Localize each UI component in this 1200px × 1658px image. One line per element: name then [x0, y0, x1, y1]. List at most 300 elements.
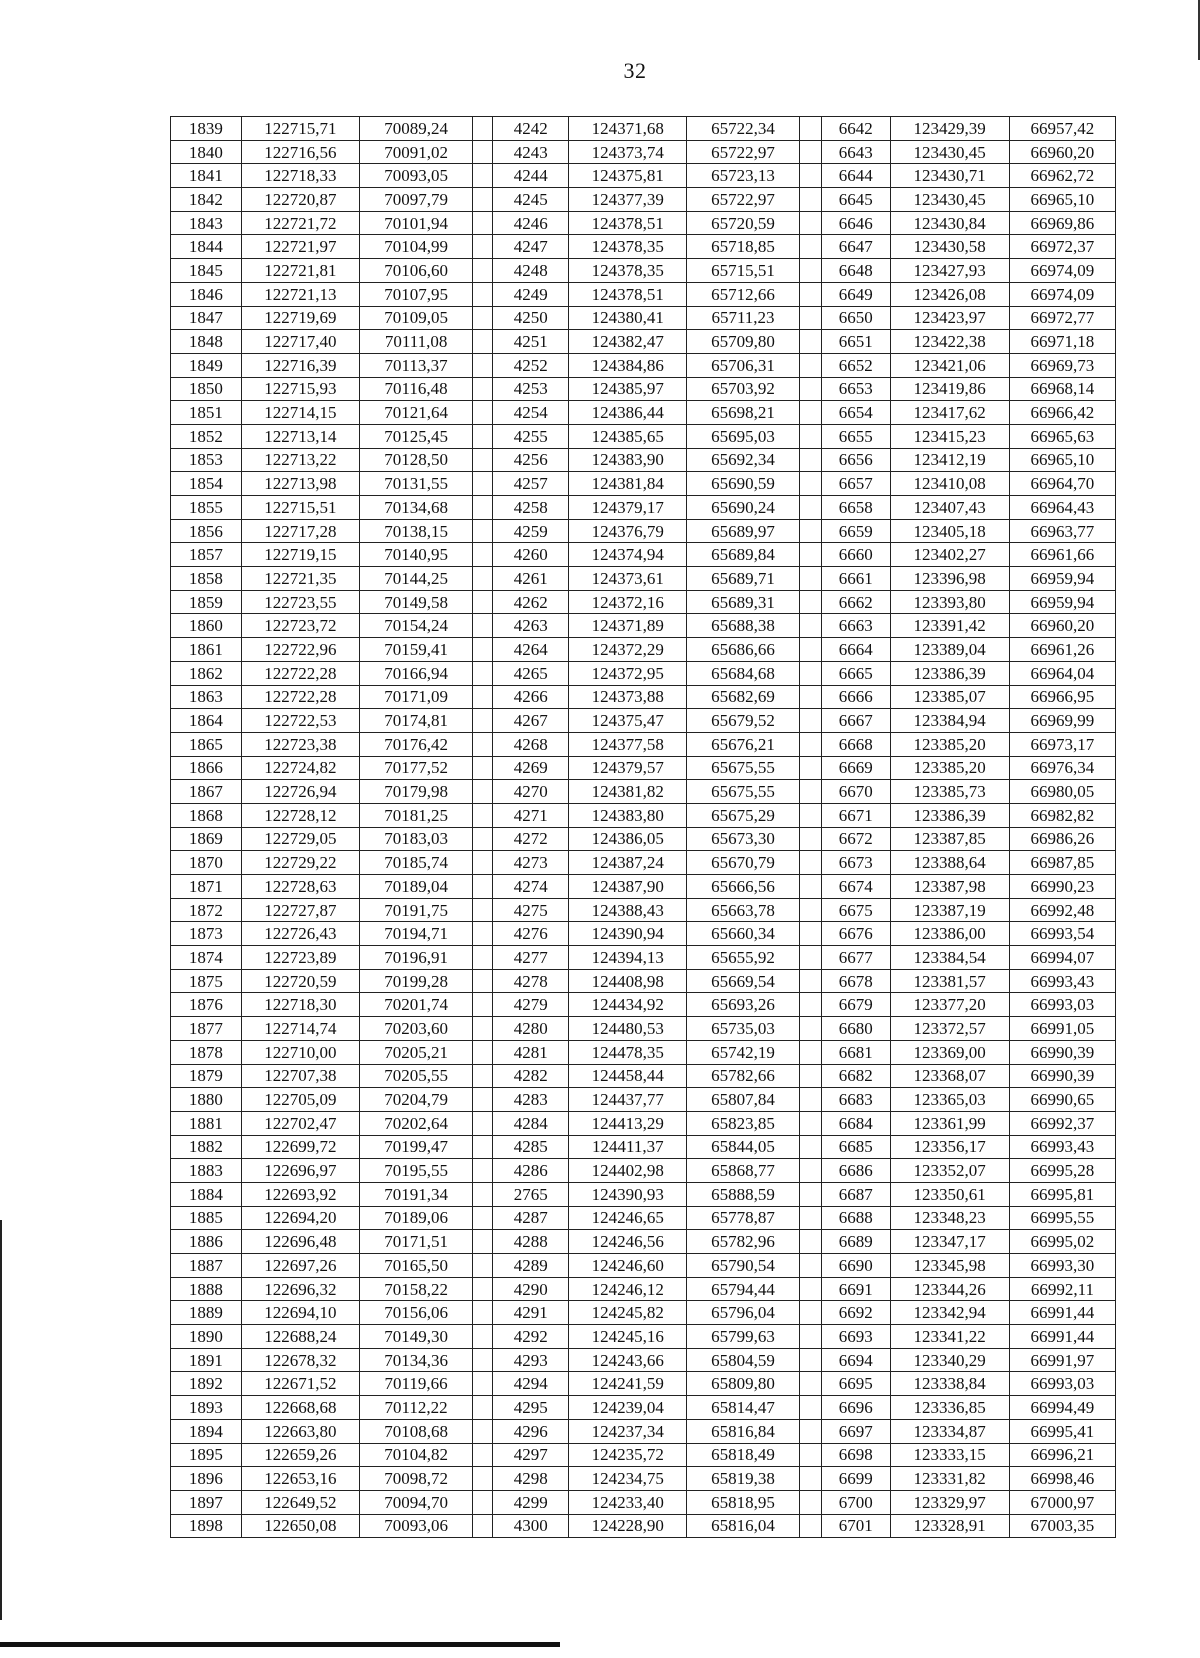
group-1-point-number-cell: 1879	[171, 1064, 242, 1088]
group-2-point-number-cell: 4299	[493, 1490, 569, 1514]
group-2-y-coordinate-cell: 65655,92	[687, 946, 799, 970]
group-3-x-coordinate-cell: 123328,91	[890, 1514, 1009, 1538]
group-3-y-coordinate-cell: 66974,09	[1009, 259, 1115, 283]
table-row	[171, 1088, 1116, 1112]
group-1-y-coordinate-cell: 70171,09	[359, 685, 472, 709]
group-1-x-coordinate-cell: 122715,71	[241, 117, 359, 141]
group-2-y-coordinate-cell: 65804,59	[687, 1348, 799, 1372]
group-1-x-coordinate-cell: 122722,28	[241, 661, 359, 685]
group-2-y-coordinate-cell: 65718,85	[687, 235, 799, 259]
group-1-point-number-cell: 1877	[171, 1017, 242, 1041]
group-1-y-coordinate-cell: 70093,06	[359, 1514, 472, 1538]
separator-cell	[799, 1348, 821, 1372]
group-2-point-number-cell: 4260	[493, 543, 569, 567]
group-2-y-coordinate-cell: 65689,31	[687, 590, 799, 614]
group-3-y-coordinate-cell: 66993,03	[1009, 993, 1115, 1017]
group-1-x-coordinate-cell: 122707,38	[241, 1064, 359, 1088]
group-3-y-coordinate-cell: 66992,37	[1009, 1111, 1115, 1135]
group-1-point-number-cell: 1863	[171, 685, 242, 709]
group-2-point-number-cell: 4263	[493, 614, 569, 638]
separator-cell	[799, 1467, 821, 1491]
separator-cell	[473, 638, 493, 662]
separator-cell	[473, 164, 493, 188]
group-1-y-coordinate-cell: 70097,79	[359, 188, 472, 212]
page-number: 32	[623, 58, 647, 83]
separator-cell	[799, 1017, 821, 1041]
group-1-y-coordinate-cell: 70181,25	[359, 803, 472, 827]
group-2-y-coordinate-cell: 65722,97	[687, 188, 799, 212]
group-2-y-coordinate-cell: 65666,56	[687, 875, 799, 899]
group-3-y-coordinate-cell: 66966,42	[1009, 401, 1115, 425]
group-3-point-number-cell: 6656	[821, 448, 890, 472]
group-2-y-coordinate-cell: 65712,66	[687, 282, 799, 306]
group-1-y-coordinate-cell: 70149,58	[359, 590, 472, 614]
group-2-point-number-cell: 4300	[493, 1514, 569, 1538]
group-1-point-number-cell: 1851	[171, 401, 242, 425]
group-3-point-number-cell: 6667	[821, 709, 890, 733]
group-2-point-number-cell: 4251	[493, 330, 569, 354]
group-1-x-coordinate-cell: 122722,28	[241, 685, 359, 709]
separator-cell	[799, 1254, 821, 1278]
group-2-y-coordinate-cell: 65675,55	[687, 780, 799, 804]
table-row	[171, 638, 1116, 662]
group-2-x-coordinate-cell: 124378,35	[569, 259, 687, 283]
group-3-point-number-cell: 6679	[821, 993, 890, 1017]
group-1-point-number-cell: 1873	[171, 922, 242, 946]
group-2-y-coordinate-cell: 65819,38	[687, 1467, 799, 1491]
group-1-point-number-cell: 1862	[171, 661, 242, 685]
group-1-point-number-cell: 1845	[171, 259, 242, 283]
group-3-x-coordinate-cell: 123385,73	[890, 780, 1009, 804]
group-1-x-coordinate-cell: 122678,32	[241, 1348, 359, 1372]
group-2-point-number-cell: 4249	[493, 282, 569, 306]
group-2-y-coordinate-cell: 65844,05	[687, 1135, 799, 1159]
group-3-point-number-cell: 6699	[821, 1467, 890, 1491]
group-3-point-number-cell: 6651	[821, 330, 890, 354]
group-1-point-number-cell: 1867	[171, 780, 242, 804]
separator-cell	[473, 1088, 493, 1112]
group-3-x-coordinate-cell: 123334,87	[890, 1419, 1009, 1443]
group-1-y-coordinate-cell: 70165,50	[359, 1254, 472, 1278]
group-1-y-coordinate-cell: 70113,37	[359, 353, 472, 377]
group-3-x-coordinate-cell: 123388,64	[890, 851, 1009, 875]
group-2-y-coordinate-cell: 65675,55	[687, 756, 799, 780]
group-2-point-number-cell: 4298	[493, 1467, 569, 1491]
table-row	[171, 117, 1116, 141]
group-2-x-coordinate-cell: 124437,77	[569, 1088, 687, 1112]
separator-cell	[473, 780, 493, 804]
group-3-y-coordinate-cell: 66990,39	[1009, 1040, 1115, 1064]
group-2-y-coordinate-cell: 65782,66	[687, 1064, 799, 1088]
group-3-y-coordinate-cell: 66990,39	[1009, 1064, 1115, 1088]
group-2-point-number-cell: 4262	[493, 590, 569, 614]
group-2-y-coordinate-cell: 65814,47	[687, 1396, 799, 1420]
group-1-x-coordinate-cell: 122729,05	[241, 827, 359, 851]
group-2-point-number-cell: 2765	[493, 1182, 569, 1206]
group-2-y-coordinate-cell: 65868,77	[687, 1159, 799, 1183]
group-2-point-number-cell: 4294	[493, 1372, 569, 1396]
separator-cell	[799, 1182, 821, 1206]
group-3-point-number-cell: 6701	[821, 1514, 890, 1538]
separator-cell	[473, 211, 493, 235]
table-row	[171, 1396, 1116, 1420]
group-3-point-number-cell: 6687	[821, 1182, 890, 1206]
group-3-x-coordinate-cell: 123386,39	[890, 661, 1009, 685]
separator-cell	[473, 330, 493, 354]
group-3-point-number-cell: 6689	[821, 1230, 890, 1254]
group-1-x-coordinate-cell: 122727,87	[241, 898, 359, 922]
group-3-x-coordinate-cell: 123415,23	[890, 424, 1009, 448]
group-3-y-coordinate-cell: 66994,49	[1009, 1396, 1115, 1420]
separator-cell	[799, 1325, 821, 1349]
group-2-point-number-cell: 4296	[493, 1419, 569, 1443]
separator-cell	[473, 543, 493, 567]
separator-cell	[473, 922, 493, 946]
group-1-point-number-cell: 1898	[171, 1514, 242, 1538]
separator-cell	[799, 1111, 821, 1135]
group-1-x-coordinate-cell: 122702,47	[241, 1111, 359, 1135]
group-2-x-coordinate-cell: 124380,41	[569, 306, 687, 330]
group-3-point-number-cell: 6697	[821, 1419, 890, 1443]
table-row	[171, 827, 1116, 851]
table-row	[171, 922, 1116, 946]
group-1-y-coordinate-cell: 70171,51	[359, 1230, 472, 1254]
group-1-x-coordinate-cell: 122713,14	[241, 424, 359, 448]
separator-cell	[799, 567, 821, 591]
group-3-point-number-cell: 6661	[821, 567, 890, 591]
group-2-point-number-cell: 4247	[493, 235, 569, 259]
separator-cell	[473, 448, 493, 472]
group-3-y-coordinate-cell: 66993,54	[1009, 922, 1115, 946]
group-3-y-coordinate-cell: 66995,81	[1009, 1182, 1115, 1206]
group-1-x-coordinate-cell: 122715,93	[241, 377, 359, 401]
separator-cell	[473, 898, 493, 922]
separator-cell	[799, 1135, 821, 1159]
group-1-y-coordinate-cell: 70159,41	[359, 638, 472, 662]
group-1-point-number-cell: 1889	[171, 1301, 242, 1325]
group-1-point-number-cell: 1868	[171, 803, 242, 827]
group-2-x-coordinate-cell: 124377,58	[569, 732, 687, 756]
group-2-x-coordinate-cell: 124387,24	[569, 851, 687, 875]
group-1-y-coordinate-cell: 70108,68	[359, 1419, 472, 1443]
group-2-x-coordinate-cell: 124390,94	[569, 922, 687, 946]
separator-cell	[799, 353, 821, 377]
separator-cell	[473, 1348, 493, 1372]
group-1-point-number-cell: 1856	[171, 519, 242, 543]
group-1-y-coordinate-cell: 70119,66	[359, 1372, 472, 1396]
table-row	[171, 401, 1116, 425]
group-1-x-coordinate-cell: 122714,15	[241, 401, 359, 425]
table-row	[171, 898, 1116, 922]
separator-cell	[799, 401, 821, 425]
group-1-x-coordinate-cell: 122713,98	[241, 472, 359, 496]
group-3-x-coordinate-cell: 123372,57	[890, 1017, 1009, 1041]
group-1-y-coordinate-cell: 70128,50	[359, 448, 472, 472]
group-1-x-coordinate-cell: 122716,56	[241, 140, 359, 164]
group-2-x-coordinate-cell: 124243,66	[569, 1348, 687, 1372]
table-row	[171, 1348, 1116, 1372]
group-3-x-coordinate-cell: 123417,62	[890, 401, 1009, 425]
scan-bottom-edge	[0, 1642, 560, 1647]
group-3-point-number-cell: 6660	[821, 543, 890, 567]
group-3-x-coordinate-cell: 123341,22	[890, 1325, 1009, 1349]
separator-cell	[473, 685, 493, 709]
group-1-point-number-cell: 1859	[171, 590, 242, 614]
table-row	[171, 1254, 1116, 1278]
group-3-point-number-cell: 6663	[821, 614, 890, 638]
group-1-y-coordinate-cell: 70204,79	[359, 1088, 472, 1112]
separator-cell	[473, 140, 493, 164]
group-3-y-coordinate-cell: 66992,48	[1009, 898, 1115, 922]
group-1-y-coordinate-cell: 70111,08	[359, 330, 472, 354]
group-3-x-coordinate-cell: 123407,43	[890, 496, 1009, 520]
group-3-point-number-cell: 6685	[821, 1135, 890, 1159]
group-1-x-coordinate-cell: 122718,30	[241, 993, 359, 1017]
group-3-point-number-cell: 6692	[821, 1301, 890, 1325]
group-1-x-coordinate-cell: 122717,40	[241, 330, 359, 354]
group-3-x-coordinate-cell: 123430,71	[890, 164, 1009, 188]
group-2-x-coordinate-cell: 124383,80	[569, 803, 687, 827]
group-2-x-coordinate-cell: 124386,05	[569, 827, 687, 851]
group-3-y-coordinate-cell: 66972,37	[1009, 235, 1115, 259]
group-3-point-number-cell: 6657	[821, 472, 890, 496]
group-3-x-coordinate-cell: 123396,98	[890, 567, 1009, 591]
group-1-x-coordinate-cell: 122721,35	[241, 567, 359, 591]
group-3-y-coordinate-cell: 66995,02	[1009, 1230, 1115, 1254]
group-2-y-coordinate-cell: 65689,71	[687, 567, 799, 591]
group-1-y-coordinate-cell: 70116,48	[359, 377, 472, 401]
group-2-point-number-cell: 4285	[493, 1135, 569, 1159]
group-2-y-coordinate-cell: 65790,54	[687, 1254, 799, 1278]
separator-cell	[799, 756, 821, 780]
group-3-point-number-cell: 6698	[821, 1443, 890, 1467]
group-3-point-number-cell: 6684	[821, 1111, 890, 1135]
table-row	[171, 1064, 1116, 1088]
group-1-x-coordinate-cell: 122696,32	[241, 1277, 359, 1301]
group-2-y-coordinate-cell: 65818,49	[687, 1443, 799, 1467]
group-3-x-coordinate-cell: 123405,18	[890, 519, 1009, 543]
group-1-y-coordinate-cell: 70177,52	[359, 756, 472, 780]
group-3-point-number-cell: 6695	[821, 1372, 890, 1396]
group-2-x-coordinate-cell: 124388,43	[569, 898, 687, 922]
group-3-point-number-cell: 6650	[821, 306, 890, 330]
group-1-point-number-cell: 1843	[171, 211, 242, 235]
group-3-y-coordinate-cell: 66960,20	[1009, 614, 1115, 638]
group-2-x-coordinate-cell: 124381,84	[569, 472, 687, 496]
group-2-point-number-cell: 4244	[493, 164, 569, 188]
separator-cell	[473, 1419, 493, 1443]
group-1-y-coordinate-cell: 70104,82	[359, 1443, 472, 1467]
group-1-x-coordinate-cell: 122694,10	[241, 1301, 359, 1325]
separator-cell	[473, 1443, 493, 1467]
group-2-x-coordinate-cell: 124372,95	[569, 661, 687, 685]
group-2-x-coordinate-cell: 124478,35	[569, 1040, 687, 1064]
group-2-y-coordinate-cell: 65723,13	[687, 164, 799, 188]
separator-cell	[799, 1419, 821, 1443]
separator-cell	[473, 424, 493, 448]
group-2-point-number-cell: 4261	[493, 567, 569, 591]
group-3-x-coordinate-cell: 123430,58	[890, 235, 1009, 259]
table-row	[171, 614, 1116, 638]
group-2-point-number-cell: 4287	[493, 1206, 569, 1230]
group-2-y-coordinate-cell: 65720,59	[687, 211, 799, 235]
separator-cell	[799, 922, 821, 946]
group-1-y-coordinate-cell: 70189,06	[359, 1206, 472, 1230]
group-2-point-number-cell: 4245	[493, 188, 569, 212]
group-1-point-number-cell: 1896	[171, 1467, 242, 1491]
group-3-y-coordinate-cell: 66993,30	[1009, 1254, 1115, 1278]
group-3-point-number-cell: 6648	[821, 259, 890, 283]
group-1-x-coordinate-cell: 122723,38	[241, 732, 359, 756]
group-1-y-coordinate-cell: 70201,74	[359, 993, 472, 1017]
group-3-point-number-cell: 6670	[821, 780, 890, 804]
separator-cell	[799, 946, 821, 970]
separator-cell	[799, 1088, 821, 1112]
separator-cell	[473, 188, 493, 212]
table-row	[171, 780, 1116, 804]
group-3-y-coordinate-cell: 66959,94	[1009, 567, 1115, 591]
separator-cell	[799, 1159, 821, 1183]
group-2-y-coordinate-cell: 65711,23	[687, 306, 799, 330]
group-3-y-coordinate-cell: 66964,43	[1009, 496, 1115, 520]
group-3-point-number-cell: 6676	[821, 922, 890, 946]
group-1-point-number-cell: 1841	[171, 164, 242, 188]
table-row	[171, 993, 1116, 1017]
group-2-y-coordinate-cell: 65735,03	[687, 1017, 799, 1041]
group-1-x-coordinate-cell: 122668,68	[241, 1396, 359, 1420]
group-3-point-number-cell: 6682	[821, 1064, 890, 1088]
separator-cell	[473, 472, 493, 496]
group-1-point-number-cell: 1849	[171, 353, 242, 377]
group-2-x-coordinate-cell: 124402,98	[569, 1159, 687, 1183]
table-body	[171, 117, 1116, 1538]
group-1-x-coordinate-cell: 122729,22	[241, 851, 359, 875]
group-1-y-coordinate-cell: 70154,24	[359, 614, 472, 638]
group-2-point-number-cell: 4248	[493, 259, 569, 283]
group-1-y-coordinate-cell: 70107,95	[359, 282, 472, 306]
separator-cell	[799, 472, 821, 496]
separator-cell	[473, 377, 493, 401]
separator-cell	[799, 1443, 821, 1467]
group-2-x-coordinate-cell: 124241,59	[569, 1372, 687, 1396]
group-3-point-number-cell: 6665	[821, 661, 890, 685]
scan-left-edge	[0, 1220, 2, 1620]
group-2-x-coordinate-cell: 124379,17	[569, 496, 687, 520]
group-1-x-coordinate-cell: 122705,09	[241, 1088, 359, 1112]
group-3-y-coordinate-cell: 66994,07	[1009, 946, 1115, 970]
separator-cell	[799, 827, 821, 851]
group-2-point-number-cell: 4271	[493, 803, 569, 827]
group-1-point-number-cell: 1893	[171, 1396, 242, 1420]
group-2-x-coordinate-cell: 124234,75	[569, 1467, 687, 1491]
group-2-x-coordinate-cell: 124371,68	[569, 117, 687, 141]
group-1-y-coordinate-cell: 70199,28	[359, 969, 472, 993]
table-row	[171, 235, 1116, 259]
separator-cell	[799, 448, 821, 472]
group-1-x-coordinate-cell: 122719,69	[241, 306, 359, 330]
group-2-y-coordinate-cell: 65675,29	[687, 803, 799, 827]
group-1-x-coordinate-cell: 122714,74	[241, 1017, 359, 1041]
group-1-x-coordinate-cell: 122723,89	[241, 946, 359, 970]
separator-cell	[799, 1064, 821, 1088]
separator-cell	[799, 993, 821, 1017]
group-2-y-coordinate-cell: 65742,19	[687, 1040, 799, 1064]
group-3-y-coordinate-cell: 66995,55	[1009, 1206, 1115, 1230]
group-3-y-coordinate-cell: 66998,46	[1009, 1467, 1115, 1491]
group-3-x-coordinate-cell: 123385,20	[890, 756, 1009, 780]
table-row	[171, 661, 1116, 685]
group-1-point-number-cell: 1846	[171, 282, 242, 306]
table-row	[171, 946, 1116, 970]
group-2-point-number-cell: 4283	[493, 1088, 569, 1112]
group-2-x-coordinate-cell: 124394,13	[569, 946, 687, 970]
group-1-point-number-cell: 1875	[171, 969, 242, 993]
separator-cell	[473, 946, 493, 970]
group-3-point-number-cell: 6642	[821, 117, 890, 141]
group-1-y-coordinate-cell: 70156,06	[359, 1301, 472, 1325]
group-2-y-coordinate-cell: 65818,95	[687, 1490, 799, 1514]
group-1-x-coordinate-cell: 122671,52	[241, 1372, 359, 1396]
group-1-y-coordinate-cell: 70202,64	[359, 1111, 472, 1135]
group-2-y-coordinate-cell: 65676,21	[687, 732, 799, 756]
group-1-point-number-cell: 1850	[171, 377, 242, 401]
group-3-x-coordinate-cell: 123386,00	[890, 922, 1009, 946]
group-1-x-coordinate-cell: 122650,08	[241, 1514, 359, 1538]
separator-cell	[799, 140, 821, 164]
group-3-point-number-cell: 6693	[821, 1325, 890, 1349]
table-row	[171, 377, 1116, 401]
group-1-point-number-cell: 1880	[171, 1088, 242, 1112]
group-2-point-number-cell: 4259	[493, 519, 569, 543]
group-3-x-coordinate-cell: 123385,20	[890, 732, 1009, 756]
group-3-x-coordinate-cell: 123348,23	[890, 1206, 1009, 1230]
group-2-point-number-cell: 4291	[493, 1301, 569, 1325]
group-2-point-number-cell: 4273	[493, 851, 569, 875]
separator-cell	[473, 117, 493, 141]
table-row	[171, 1419, 1116, 1443]
table-row	[171, 424, 1116, 448]
table-row	[171, 353, 1116, 377]
separator-cell	[473, 732, 493, 756]
group-3-point-number-cell: 6647	[821, 235, 890, 259]
group-2-y-coordinate-cell: 65690,59	[687, 472, 799, 496]
group-3-point-number-cell: 6694	[821, 1348, 890, 1372]
group-3-y-coordinate-cell: 66986,26	[1009, 827, 1115, 851]
group-3-y-coordinate-cell: 66995,28	[1009, 1159, 1115, 1183]
group-2-point-number-cell: 4266	[493, 685, 569, 709]
group-3-point-number-cell: 6686	[821, 1159, 890, 1183]
group-2-x-coordinate-cell: 124382,47	[569, 330, 687, 354]
group-3-point-number-cell: 6643	[821, 140, 890, 164]
group-3-y-coordinate-cell: 66965,10	[1009, 188, 1115, 212]
group-3-x-coordinate-cell: 123387,85	[890, 827, 1009, 851]
group-1-x-coordinate-cell: 122696,48	[241, 1230, 359, 1254]
group-3-x-coordinate-cell: 123368,07	[890, 1064, 1009, 1088]
separator-cell	[473, 709, 493, 733]
group-1-point-number-cell: 1894	[171, 1419, 242, 1443]
group-3-point-number-cell: 6659	[821, 519, 890, 543]
group-2-point-number-cell: 4297	[493, 1443, 569, 1467]
separator-cell	[799, 590, 821, 614]
group-3-y-coordinate-cell: 66960,20	[1009, 140, 1115, 164]
group-3-point-number-cell: 6675	[821, 898, 890, 922]
group-2-y-coordinate-cell: 65692,34	[687, 448, 799, 472]
separator-cell	[799, 661, 821, 685]
group-3-x-coordinate-cell: 123387,19	[890, 898, 1009, 922]
table-row	[171, 259, 1116, 283]
group-1-point-number-cell: 1854	[171, 472, 242, 496]
separator-cell	[473, 590, 493, 614]
